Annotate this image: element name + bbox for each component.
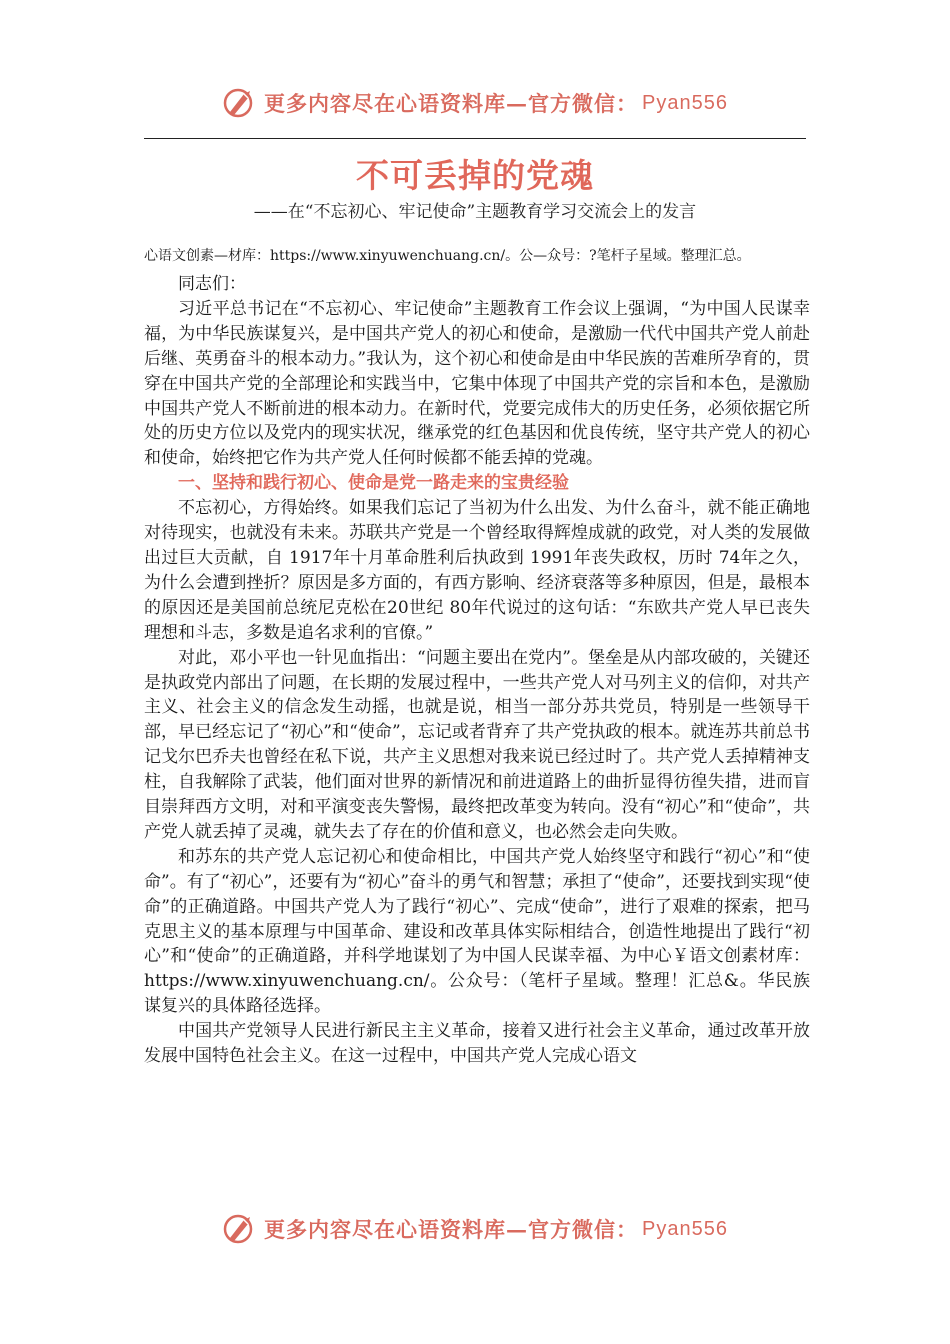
header-banner bbox=[0, 78, 950, 128]
source-note: 心语文创素—材库：https://www.xinyuwenchuang.cn/。公—众号：?笔杆子星域。整理汇总。 bbox=[144, 248, 751, 264]
footer-banner bbox=[0, 1204, 950, 1254]
banner-wechat-id: Pyan556 bbox=[642, 1217, 728, 1240]
document-body bbox=[144, 244, 810, 1069]
paragraph: 中国共产党领导人民进行新民主主义革命，接着又进行社会主义革命，通过改革开放发展中国特色社会主义。在这一过程中，中国共产党人完成心语文 bbox=[144, 1021, 810, 1067]
header-divider bbox=[144, 138, 806, 139]
paragraph: 对此，邓小平也一针见血指出：“问题主要出在党内”。堡垒是从内部攻破的，关键还是执政党内部出了问题，在长期的发展过程中，一些共产党人对马列主义的信仰，对共产主义、社会主义的信念发生动摇，也就是说，相当一部分苏共党员，特别是一些领导干部，早已经忘记了“初心”和“使命”，忘记或者背弃了共产党执政的根本。就连苏共前总书记戈尔巴乔夫也曾经在私下说，共产主义思想对我来说已经过时了。共产党人丢掉精神支柱，自我解除了武装，他们面对世界的新情况和前进道路上的曲折显得彷徨失措，进而盲目崇拜西方文明，对和平演变丧失警惕，最终把改革变为转向。没有“初心”和“使命”，共产党人就丢掉了灵魂，就失去了存在的价值和意义，也必然会走向失败。 bbox=[144, 647, 810, 842]
paragraph: 不忘初心，方得始终。如果我们忘记了当初为什么出发、为什么奋斗，就不能正确地对待现实，也就没有未来。苏联共产党是一个曾经取得辉煌成就的政党，对人类的发展做出过巨大贡献，自 1917年十月革命胜利后执政到 1991年丧失政权，历时 74年之久，为什么会遭到挫折？原因是多方面的，有西方影响、经济衰落等多种原因，但是，最根本的原因还是美国前总统尼克松在20世纪 80年代说过的这句话：“东欧共产党人早已丧失理想和斗志，多数是追名求利的官僚。” bbox=[144, 498, 810, 643]
pen-nib-icon bbox=[222, 85, 258, 121]
paragraph: 习近平总书记在“不忘初心、牢记使命”主题教育工作会议上强调，“为中国人民谋幸福，为中华民族谋复兴，是中国共产党人的初心和使命，是激励一代代中国共产党人前赴后继、英勇奋斗的根本动力。”我认为，这个初心和使命是由中华民族的苦难所孕育的，贯穿在中国共产党的全部理论和实践当中，它集中体现了中国共产党的宗旨和本色，是激励中国共产党人不断前进的根本动力。在新时代，党要完成伟大的历史任务，必须依据它所处的历史方位以及党内的现实状况，继承党的红色基因和优良传统，坚守共产党人的初心和使命，始终把它作为共产党人任何时候都不能丢掉的党魂。 bbox=[144, 298, 810, 469]
greeting: 同志们： bbox=[178, 274, 246, 294]
paragraph: 和苏东的共产党人忘记初心和使命相比，中国共产党人始终坚守和践行“初心”和“使命”。有了“初心”，还要有为“初心”奋斗的勇气和智慧；承担了“使命”，还要找到实现“使命”的正确道路。中国共产党人为了践行“初心”、完成“使命”，进行了艰难的探索，把马克思主义的基本原理与中国革命、建设和改革具体实际相结合，创造性地提出了践行“初心”和“使命”的正确道路，并科学地谋划了为中国人民谋幸福、为中心￥语文创素材库：https://www.xinyuwenchuang.cn/。公众号：（笔杆子星域。整理！汇总&。华民族谋复兴的具体路径选择。 bbox=[144, 846, 810, 1017]
banner-text: 更多内容尽在心语资料库—官方微信： bbox=[264, 1217, 639, 1242]
banner-text: 更多内容尽在心语资料库—官方微信： bbox=[264, 91, 639, 116]
pen-nib-icon bbox=[222, 1211, 258, 1247]
section-heading: 一、坚持和践行初心、使命是党一路走来的宝贵经验 bbox=[178, 473, 569, 494]
document-subtitle: ——在“不忘初心、牢记使命”主题教育学习交流会上的发言 bbox=[253, 202, 697, 222]
document-title: 不可丢掉的党魂 bbox=[356, 156, 594, 195]
banner-wechat-id: Pyan556 bbox=[642, 91, 728, 114]
